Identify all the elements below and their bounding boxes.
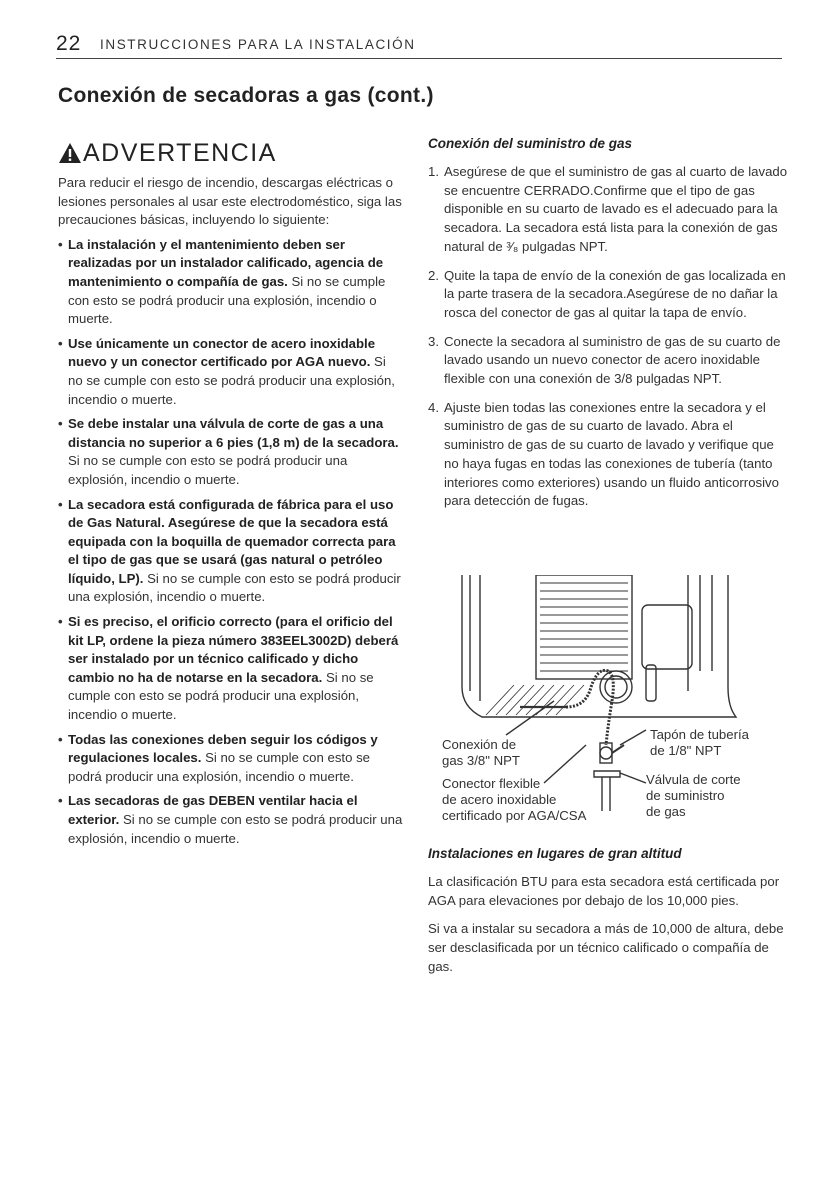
warning-intro: Para reducir el riesgo de incendio, descargas eléctricas o lesiones personales al usar este electrodoméstico, siga las precauciones básicas, incluyendo lo siguiente: bbox=[58, 175, 402, 228]
step-item: 2. Quite la tapa de envío de la conexión de gas localizada en la parte trasera de la secadora.Asegúrese de no dañar la rosca del conector de gas al quitar la tapa de envío. bbox=[428, 267, 786, 320]
altitude-heading: Instalaciones en lugares de gran altitud bbox=[428, 846, 682, 861]
gas-connection-diagram bbox=[436, 575, 790, 830]
gas-supply-heading: Conexión del suministro de gas bbox=[428, 136, 633, 151]
step-item: 4. Ajuste bien todas las conexiones entre la secadora y el suministro de gas de su cuarto de lavado. Abra el suministro de gas de su cuarto de lavado y verifique que no haya fugas en todas las conexiones de tubería (tanto interiores como exteriores) usando un fluido anticorrosivo para detección de fugas. bbox=[428, 399, 779, 509]
section-title: Conexión de secadoras a gas (cont.) bbox=[58, 84, 434, 107]
page-header bbox=[56, 32, 782, 59]
gas-supply-steps bbox=[428, 163, 788, 511]
altitude-paragraph: Si va a instalar su secadora a más de 10,000 de altura, debe ser desclasificada por un técnico calificado o compañía de gas. bbox=[428, 921, 784, 974]
warning-item: • Use únicamente un conector de acero inoxidable nuevo y un conector certificado por AGA nuevo. Si no se cumple con esto se podrá producir una explosión, incendio o muerte. bbox=[58, 335, 404, 409]
warning-item: • Si es preciso, el orificio correcto (para el orificio del kit LP, ordene la pieza número 383EEL3002D) deberá ser instalado por un técnico calificado y dicho cambio no ha de notarse en la secadora. Si no se cumple con esto se podrá producir una explosión, incendio o muerte. bbox=[58, 613, 404, 725]
altitude-paragraph: La clasificación BTU para esta secadora está certificada por AGA para elevaciones por debajo de los 10,000 pies. bbox=[428, 874, 780, 908]
warning-item: • La instalación y el mantenimiento deben ser realizadas por un instalador calificado, agencia de mantenimiento o compañía de gas. Si no se cumple con esto se podrá producir una explosión, incendio o muerte. bbox=[58, 236, 404, 329]
warning-box bbox=[58, 138, 404, 854]
label-shutoff-valve: Válvula de corte de suministro de gas bbox=[646, 772, 741, 819]
step-item: 1. Asegúrese de que el suministro de gas al cuarto de lavado se encuentre CERRADO.Confirme que el tipo de gas disponible en su cuarto de lavado es el adecuado para la secadora. La secadora está lista para la conexión de gas natural de ³⁄₈ pulgadas NPT. bbox=[428, 164, 788, 254]
warning-title: ADVERTENCIA bbox=[83, 138, 277, 167]
page-number: 22 bbox=[56, 32, 82, 55]
label-flex-connector: Conector flexible de acero inoxidable certificado por AGA/CSA bbox=[442, 776, 587, 823]
warning-item: • Todas las conexiones deben seguir los códigos y regulaciones locales. Si no se cumple con esto se podrá producir una explosión, incendio o muerte. bbox=[58, 731, 404, 787]
label-gas-connection: Conexión de gas 3/8" NPT bbox=[442, 737, 520, 768]
altitude-section bbox=[428, 846, 788, 987]
warning-item: • La secadora está configurada de fábrica para el uso de Gas Natural. Asegúrese de que la secadora está equipada con la boquilla de quemador correcta para el tipo de gas que se usará (gas natural o petróleo líquido, LP). Si no se cumple con esto se podrá producir una explosión, incendio o muerte. bbox=[58, 496, 404, 608]
warning-item: • Se debe instalar una válvula de corte de gas a una distancia no superior a 6 pies (1,8 m) de la secadora. Si no se cumple con esto se podrá producir una explosión, incendio o muerte. bbox=[58, 415, 404, 489]
warning-item: • Las secadoras de gas DEBEN ventilar hacia el exterior. Si no se cumple con esto se podrá producir una explosión, incendio o muerte. bbox=[58, 792, 404, 848]
label-pipe-plug: Tapón de tubería de 1/8" NPT bbox=[650, 727, 749, 758]
gas-supply-section bbox=[428, 136, 788, 521]
warning-list bbox=[58, 236, 404, 848]
warning-triangle-icon bbox=[58, 142, 82, 164]
warning-heading bbox=[58, 138, 404, 168]
step-item: 3. Conecte la secadora al suministro de gas de su cuarto de lavado usando un nuevo conector de acero inoxidable flexible con una conexión de 3/8 pulgadas NPT. bbox=[428, 333, 781, 387]
header-title: INSTRUCCIONES PARA LA INSTALACIÓN bbox=[100, 37, 416, 52]
